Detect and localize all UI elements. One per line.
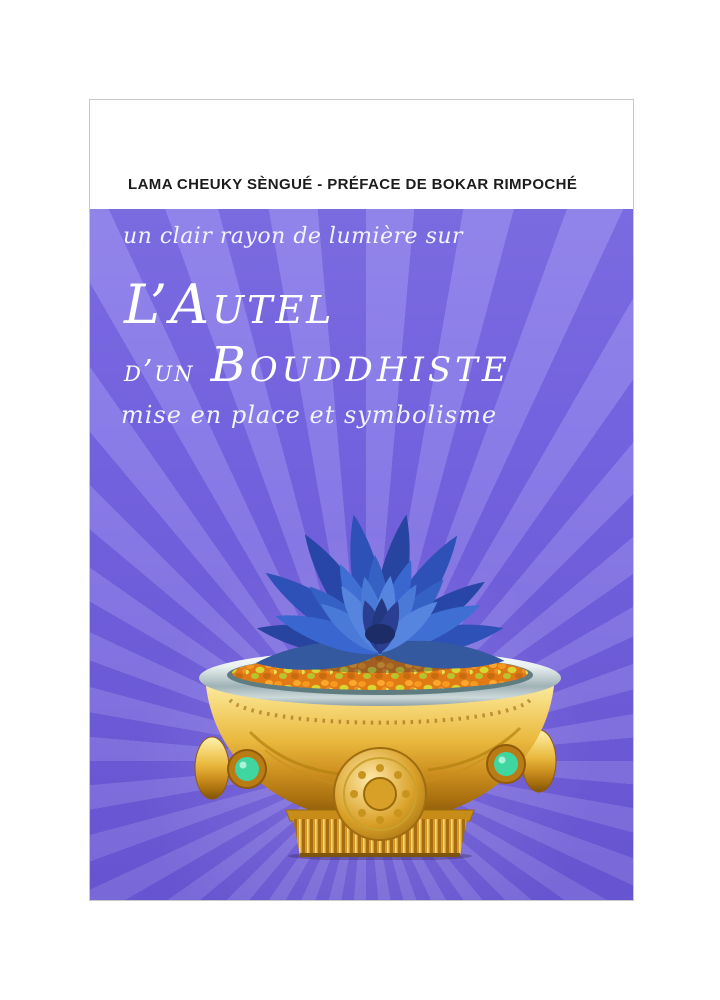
turquoise-gem-right (487, 745, 525, 783)
cover-header (90, 100, 633, 209)
subtitle-text: mise en place et symbolisme (121, 401, 498, 429)
kicker-text: un clair rayon de lumière sur (123, 224, 464, 249)
offering-bowl-illustration (190, 500, 562, 860)
title-line2-large: Bouddhiste (210, 337, 511, 393)
author-line: LAMA CHEUKY SÈNGUÉ - PRÉFACE DE BOKAR RIMPOCHÉ (128, 176, 578, 193)
turquoise-gem-left (228, 750, 266, 788)
title-line2 (124, 337, 511, 393)
gold-medallion (334, 748, 426, 840)
title-line2-small: d’un (124, 354, 195, 389)
title-line1: L’Autel (124, 273, 335, 336)
book-cover (89, 99, 634, 901)
cover-art-panel (90, 209, 633, 900)
blue-lotus-flower (254, 512, 505, 676)
